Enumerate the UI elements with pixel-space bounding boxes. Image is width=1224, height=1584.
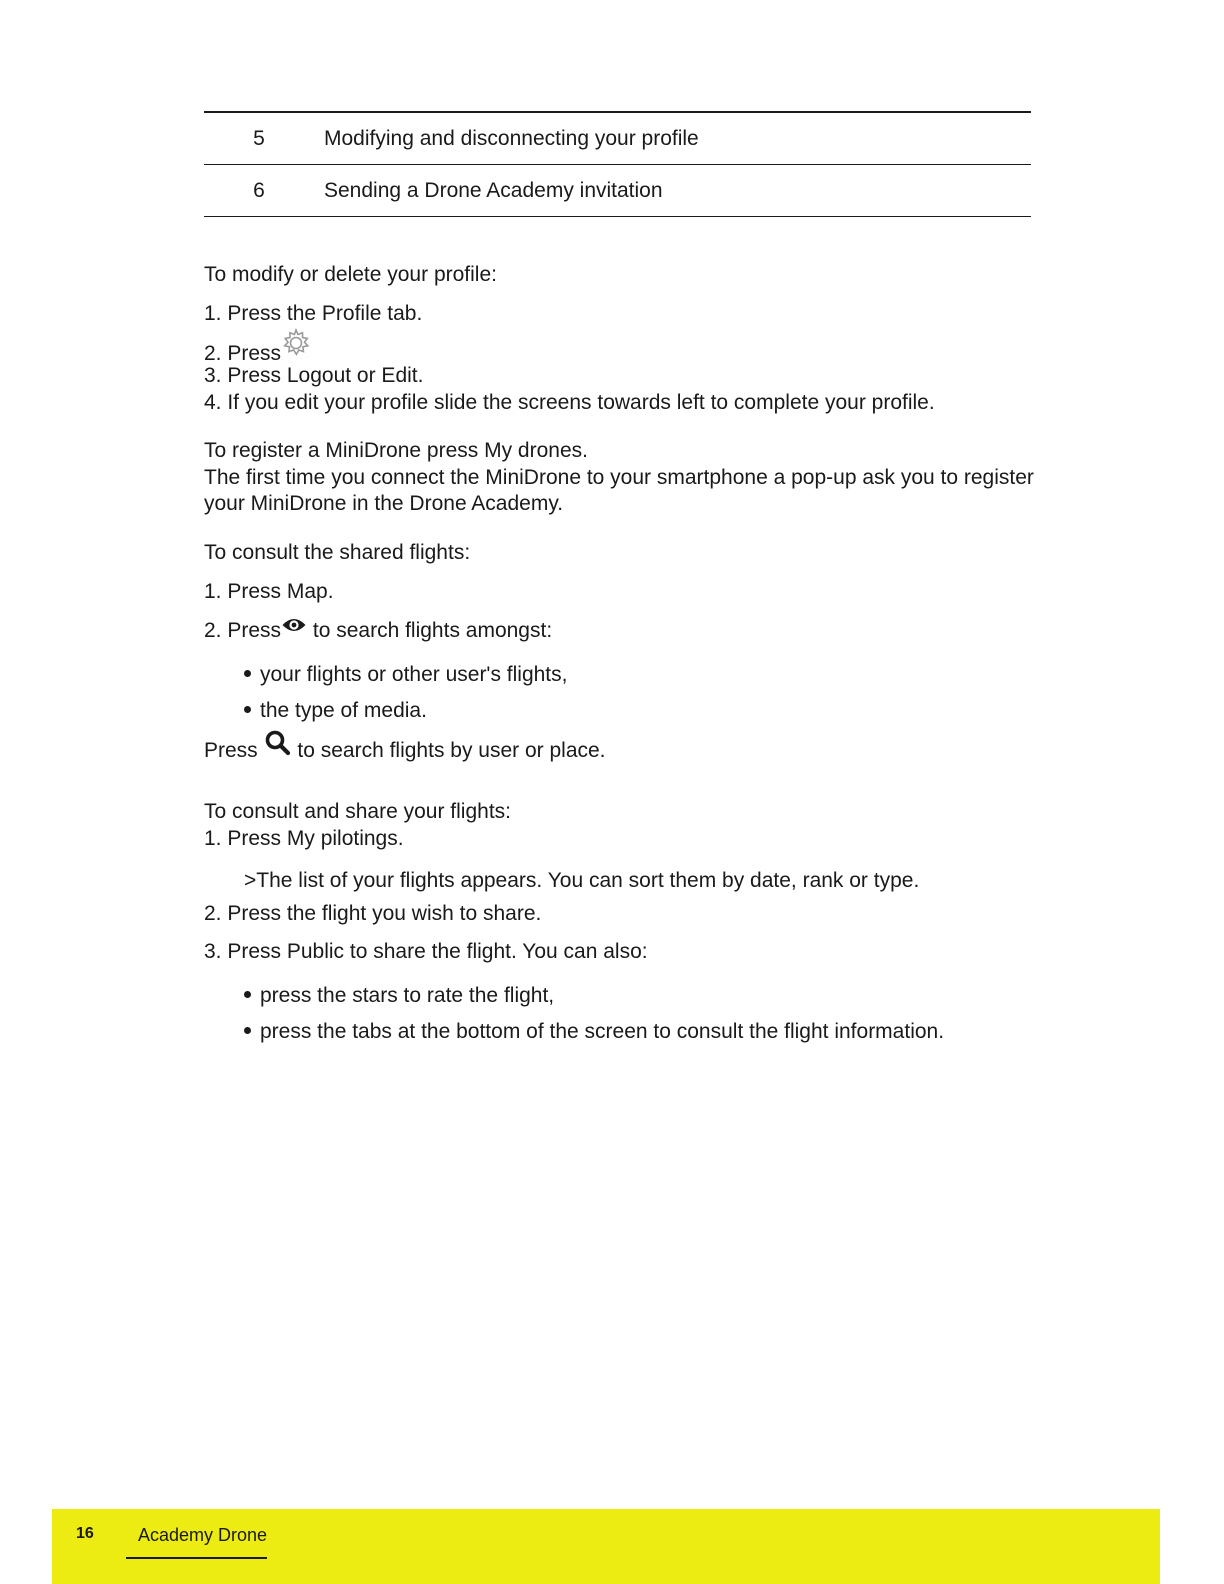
mine-bullet-2 [244, 1019, 944, 1045]
bullet-dot [244, 706, 251, 713]
gear-icon [281, 328, 311, 365]
shared-bullet-1 [244, 662, 567, 688]
bullet-dot [244, 670, 251, 677]
register-line-2: The first time you connect the MiniDrone to your smartphone a pop-up ask you to register your MiniDrone in the Drone Academy. [204, 466, 1034, 515]
profile-step-4: 4. If you edit your profile slide the screens towards left to complete your profile. [204, 391, 935, 414]
profile-step-3: 3. Press Logout or Edit. [204, 364, 424, 387]
footer-title: Academy Drone [138, 1525, 268, 1545]
shared-step-2 [204, 618, 552, 644]
footer-underline [126, 1557, 267, 1559]
mine-bullet-1-text: press the stars to rate the flight, [260, 984, 555, 1007]
shared-step-1: 1. Press Map. [204, 580, 334, 603]
profile-intro: To modify or delete your profile: [204, 263, 497, 286]
shared-search-line [204, 734, 606, 769]
legend-row [204, 113, 1031, 165]
legend-label: Modifying and disconnecting your profile [324, 126, 699, 150]
mine-bullet-1 [244, 983, 554, 1009]
bullet-dot [244, 991, 251, 998]
legend-table [204, 111, 1031, 217]
legend-number: 5 [253, 126, 265, 150]
shared-step-2-rest: to search flights amongst: [307, 619, 553, 642]
mine-result: >The list of your flights appears. You can sort them by date, rank or type. [244, 869, 920, 892]
page-footer [52, 1509, 1160, 1584]
bullet-dot [244, 1027, 251, 1034]
search-icon [264, 729, 292, 764]
mine-step-2: 2. Press the flight you wish to share. [204, 902, 542, 925]
legend-row [204, 165, 1031, 217]
register-line-1: To register a MiniDrone press My drones. [204, 439, 588, 462]
shared-bullet-2-text: the type of media. [260, 699, 427, 722]
legend-number: 6 [253, 178, 265, 202]
page-number: 16 [76, 1525, 94, 1542]
shared-search-rest: to search flights by user or place. [291, 739, 606, 763]
mine-bullet-2-text: press the tabs at the bottom of the screen to consult the flight information. [260, 1020, 945, 1043]
profile-step-2-text: 2. Press [204, 342, 282, 366]
mine-intro: To consult and share your flights: [204, 800, 512, 823]
legend-label: Sending a Drone Academy invitation [324, 178, 663, 202]
shared-search-text: Press [204, 739, 258, 763]
profile-step-1: 1. Press the Profile tab. [204, 302, 423, 325]
eye-icon [281, 615, 307, 641]
shared-bullet-2 [244, 698, 427, 724]
shared-bullet-1-text: your flights or other user's flights, [260, 663, 568, 686]
shared-step-2-text: 2. Press [204, 619, 282, 642]
mine-step-3: 3. Press Public to share the flight. You can also: [204, 940, 648, 963]
mine-step-1: 1. Press My pilotings. [204, 827, 404, 850]
shared-intro: To consult the shared flights: [204, 541, 471, 564]
